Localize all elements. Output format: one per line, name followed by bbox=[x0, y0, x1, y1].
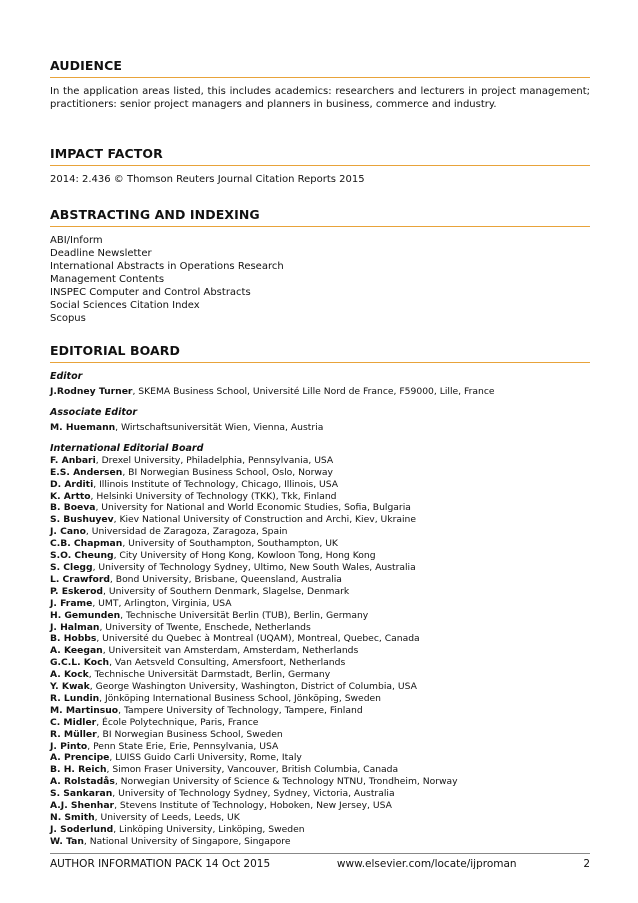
member-name: L. Crawford bbox=[50, 573, 110, 585]
member-affiliation: , Van Aetsveld Consulting, Amersfoort, Netherlands bbox=[109, 657, 346, 669]
member-name: H. Gemunden bbox=[50, 609, 121, 621]
board-member bbox=[50, 824, 590, 836]
member-name: A. Prencipe bbox=[50, 752, 110, 764]
member-name: F. Anbari bbox=[50, 454, 96, 466]
member-affiliation: , Technische Universität Berlin (TUB), Berlin, Germany bbox=[120, 609, 369, 621]
abstracting-list bbox=[50, 234, 590, 325]
board-member bbox=[50, 776, 590, 788]
editor-label: Editor bbox=[50, 371, 83, 382]
associate-editor-label: Associate Editor bbox=[50, 406, 138, 418]
member-affiliation: , University of Southampton, Southampton, UK bbox=[122, 538, 338, 550]
member-name: A. Keegan bbox=[50, 645, 103, 657]
member-name: J. Halman bbox=[50, 621, 100, 633]
member-affiliation: , Kiev National University of Construction and Archi, Kiev, Ukraine bbox=[113, 514, 417, 526]
member-name: C.B. Chapman bbox=[50, 538, 123, 550]
member-affiliation: , École Polytechnique, Paris, France bbox=[96, 716, 259, 728]
member-name: B. H. Reich bbox=[50, 764, 107, 776]
board-member bbox=[50, 526, 590, 538]
audience-text: In the application areas listed, this includes academics: researchers and lecturers in project management; practitioners: senior project managers and planners in business, commerce and industry. bbox=[50, 86, 590, 110]
board-member bbox=[50, 598, 590, 610]
member-name: B. Hobbs bbox=[50, 633, 97, 645]
board-member bbox=[50, 491, 590, 503]
board-member bbox=[50, 800, 590, 812]
member-affiliation: , Simon Fraser University, Vancouver, British Columbia, Canada bbox=[106, 764, 399, 776]
board-member bbox=[50, 574, 590, 586]
board-member bbox=[50, 479, 590, 491]
member-affiliation: , Drexel University, Philadelphia, Pennsylvania, USA bbox=[95, 454, 334, 466]
member-name: R. Müller bbox=[50, 728, 97, 740]
board-member bbox=[50, 693, 590, 705]
page-footer bbox=[50, 853, 590, 871]
member-name: K. Artto bbox=[50, 490, 91, 502]
board-member bbox=[50, 610, 590, 622]
international-board-label: International Editorial Board bbox=[50, 442, 204, 454]
member-name: J. Frame bbox=[50, 597, 93, 609]
member-affiliation: , LUISS Guido Carli University, Rome, Italy bbox=[109, 752, 302, 764]
abstracting-section bbox=[50, 207, 590, 325]
impact-section bbox=[50, 146, 590, 186]
member-affiliation: , University of Leeds, Leeds, UK bbox=[94, 812, 240, 823]
board-member bbox=[50, 681, 590, 693]
member-affiliation: , Stevens Institute of Technology, Hoboken, New Jersey, USA bbox=[114, 800, 392, 812]
member-name: J. Pinto bbox=[50, 740, 88, 752]
index-item: Deadline Newsletter bbox=[50, 248, 152, 259]
member-name: A. Kock bbox=[50, 669, 89, 681]
member-name: Y. Kwak bbox=[50, 681, 90, 693]
member-name: C. Midler bbox=[50, 716, 97, 728]
footer-info: AUTHOR INFORMATION PACK 14 Oct 2015 bbox=[50, 858, 271, 870]
associate-editor-affiliation: , Wirtschaftsuniversität Wien, Vienna, Austria bbox=[115, 421, 324, 433]
member-affiliation: , University of Technology Sydney, Sydney, Victoria, Australia bbox=[112, 788, 395, 800]
member-affiliation: , Norwegian University of Science & Technology NTNU, Trondheim, Norway bbox=[114, 776, 458, 788]
member-name: D. Arditi bbox=[50, 478, 94, 490]
abstracting-heading: ABSTRACTING AND INDEXING bbox=[50, 207, 590, 227]
member-name: S. Bushuyev bbox=[50, 514, 114, 526]
audience-heading: AUDIENCE bbox=[50, 58, 590, 78]
member-affiliation: , Technische Universität Darmstadt, Berlin, Germany bbox=[88, 669, 331, 681]
member-affiliation: , University of Technology Sydney, Ultimo, New South Wales, Australia bbox=[92, 561, 416, 573]
board-member bbox=[50, 705, 590, 717]
member-name: E.S. Andersen bbox=[50, 466, 123, 478]
board-member bbox=[50, 455, 590, 467]
index-item: INSPEC Computer and Control Abstracts bbox=[50, 287, 251, 298]
member-name: S. Sankaran bbox=[50, 788, 113, 800]
member-name: N. Smith bbox=[50, 812, 95, 823]
board-member bbox=[50, 752, 590, 764]
index-item: Scopus bbox=[50, 313, 86, 324]
board-heading: EDITORIAL BOARD bbox=[50, 343, 590, 363]
page-number: 2 bbox=[583, 858, 590, 870]
board-member bbox=[50, 729, 590, 741]
member-affiliation: , Illinois Institute of Technology, Chicago, Illinois, USA bbox=[93, 478, 339, 490]
member-affiliation: , Universiteit van Amsterdam, Amsterdam, Netherlands bbox=[102, 645, 359, 657]
international-board-list bbox=[50, 455, 590, 848]
board-member bbox=[50, 764, 590, 776]
board-member bbox=[50, 562, 590, 574]
board-member bbox=[50, 657, 590, 669]
member-name: G.C.L. Koch bbox=[50, 657, 110, 669]
board-member bbox=[50, 514, 590, 526]
index-item: Social Sciences Citation Index bbox=[50, 300, 200, 311]
member-affiliation: , University of Southern Denmark, Slagelse, Denmark bbox=[103, 585, 350, 597]
board-member bbox=[50, 622, 590, 634]
board-member bbox=[50, 788, 590, 800]
associate-editor-entry bbox=[50, 422, 590, 434]
index-item: ABI/Inform bbox=[50, 235, 103, 246]
board-section bbox=[50, 343, 590, 848]
index-item: Management Contents bbox=[50, 274, 165, 285]
member-name: A.J. Shenhar bbox=[50, 800, 115, 812]
footer-url[interactable]: www.elsevier.com/locate/ijproman bbox=[336, 858, 517, 870]
member-affiliation: , City University of Hong Kong, Kowloon Tong, Hong Kong bbox=[113, 550, 376, 562]
member-affiliation: , University for National and World Economic Studies, Sofia, Bulgaria bbox=[95, 502, 411, 514]
board-member bbox=[50, 669, 590, 681]
board-member bbox=[50, 836, 590, 848]
member-affiliation: , Bond University, Brisbane, Queensland, Australia bbox=[109, 573, 342, 585]
member-name: P. Eskerod bbox=[50, 585, 103, 597]
member-affiliation: , Universidad de Zaragoza, Zaragoza, Spain bbox=[85, 526, 288, 538]
board-member bbox=[50, 502, 590, 514]
associate-editor-name: M. Huemann bbox=[50, 421, 116, 433]
impact-text: 2014: 2.436 © Thomson Reuters Journal Citation Reports 2015 bbox=[50, 174, 365, 185]
member-name: M. Martinsuo bbox=[50, 704, 119, 716]
board-member bbox=[50, 741, 590, 753]
member-affiliation: , UMT, Arlington, Virginia, USA bbox=[92, 597, 232, 609]
member-name: J. Cano bbox=[50, 526, 86, 538]
board-member bbox=[50, 633, 590, 645]
member-affiliation: , Penn State Erie, Erie, Pennsylvania, USA bbox=[87, 740, 279, 752]
board-member bbox=[50, 812, 590, 824]
impact-heading: IMPACT FACTOR bbox=[50, 146, 590, 166]
member-name: B. Boeva bbox=[50, 502, 96, 514]
member-name: W. Tan bbox=[50, 835, 84, 847]
editor-affiliation: , SKEMA Business School, Université Lille Nord de France, F59000, Lille, France bbox=[132, 386, 495, 397]
index-item: International Abstracts in Operations Research bbox=[50, 261, 284, 272]
member-affiliation: , Université du Quebec à Montreal (UQAM), Montreal, Quebec, Canada bbox=[96, 633, 420, 645]
board-member bbox=[50, 717, 590, 729]
board-member bbox=[50, 645, 590, 657]
member-affiliation: , University of Twente, Enschede, Netherlands bbox=[99, 621, 311, 633]
board-member bbox=[50, 538, 590, 550]
audience-section bbox=[50, 58, 590, 111]
member-affiliation: , BI Norwegian Business School, Oslo, Norway bbox=[122, 466, 333, 478]
editor-name: J.Rodney Turner bbox=[50, 386, 133, 397]
member-name: J. Soderlund bbox=[50, 823, 114, 835]
member-name: S.O. Cheung bbox=[50, 550, 114, 562]
board-member bbox=[50, 467, 590, 479]
member-affiliation: , Jönköping International Business School, Jönköping, Sweden bbox=[99, 692, 381, 704]
board-member bbox=[50, 586, 590, 598]
member-name: R. Lundin bbox=[50, 692, 100, 704]
member-affiliation: , Helsinki University of Technology (TKK), Tkk, Finland bbox=[90, 490, 337, 502]
member-affiliation: , National University of Singapore, Singapore bbox=[83, 835, 291, 847]
member-affiliation: , George Washington University, Washington, District of Columbia, USA bbox=[89, 681, 417, 693]
board-member bbox=[50, 550, 590, 562]
member-name: S. Clegg bbox=[50, 561, 93, 573]
member-affiliation: , BI Norwegian Business School, Sweden bbox=[96, 728, 283, 740]
member-affiliation: , Linköping University, Linköping, Sweden bbox=[113, 823, 305, 835]
member-name: A. Rolstadås bbox=[50, 776, 115, 788]
editor-entry bbox=[50, 386, 590, 398]
member-affiliation: , Tampere University of Technology, Tampere, Finland bbox=[118, 704, 363, 716]
